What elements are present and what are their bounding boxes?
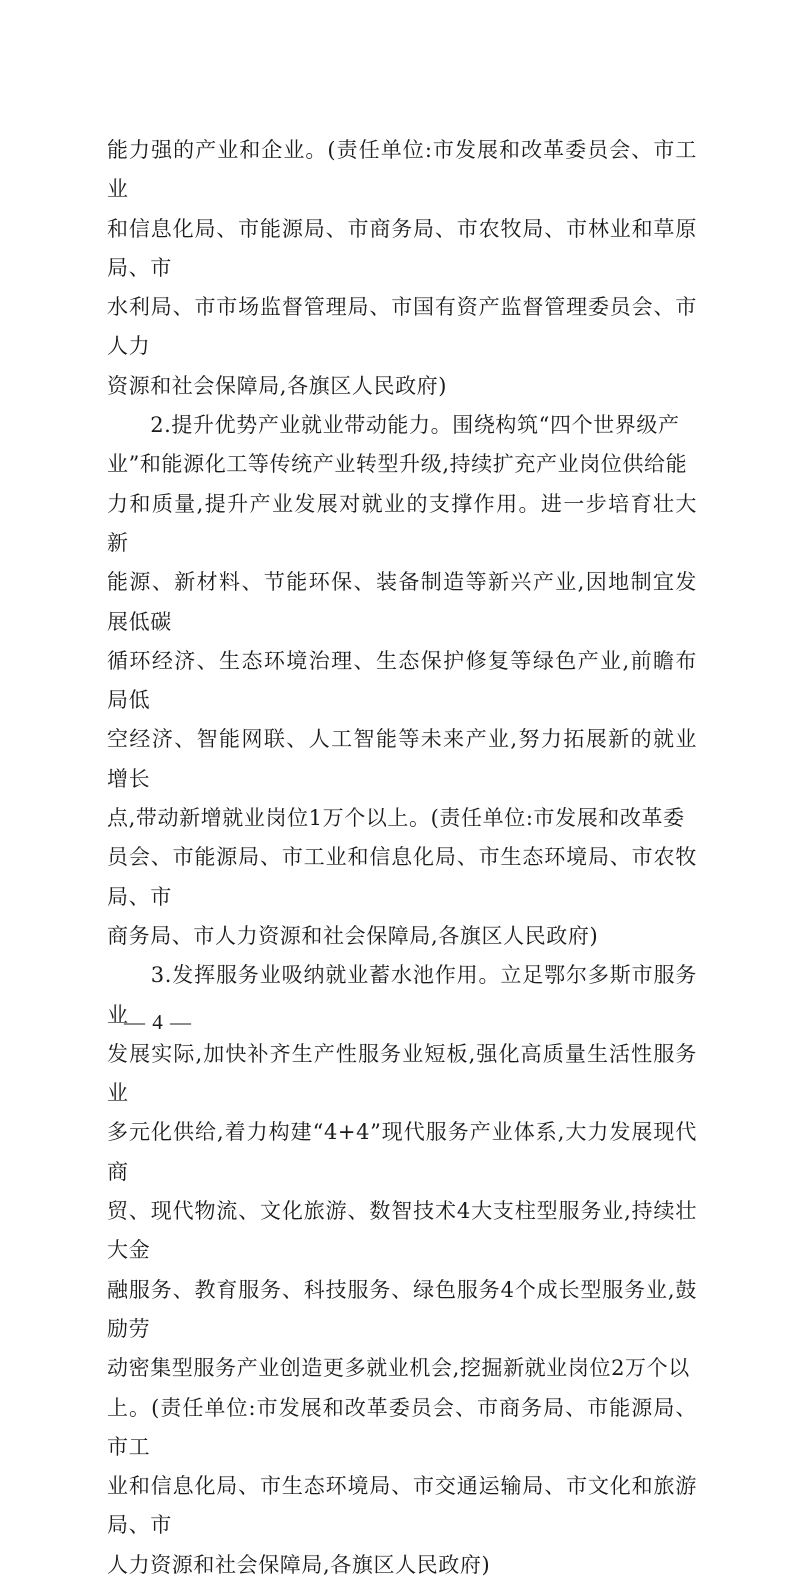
page-number: — 4 — [124, 1010, 192, 1034]
body-text [107, 131, 697, 1585]
paragraph-item-3: 3.发挥服务业吸纳就业蓄水池作用。立足鄂尔多斯市服务业 发展实际,加快补齐生产性服务业短板,强化高质量生活性服务业 多元化供给,着力构建“4+4”现代服务产业体系,大力发展现代商 贸、现代物流、文化旅游、数智技术4大支柱型服务业,持续壮大金 融服务、教育服务、科技服务、绿色服务4个成长型服务业,鼓励劳 动密集型服务产业创造更多就业机会,挖掘新就业岗位2万个以 上。(责任单位:市发展和改革委员会、市商务局、市能源局、市工 业和信息化局、市生态环境局、市交通运输局、市文化和旅游局、市 人力资源和社会保障局,各旗区人民政府) [107, 963, 697, 1577]
paragraph-item-2: 2.提升优势产业就业带动能力。围绕构筑“四个世界级产 业”和能源化工等传统产业转型升级,持续扩充产业岗位供给能 力和质量,提升产业发展对就业的支撑作用。进一步培育壮大新 能源、新材料、节能环保、装备制造等新兴产业,因地制宜发展低碳 循环经济、生态环境治理、生态保护修复等绿色产业,前瞻布局低 空经济、智能网联、人工智能等未来产业,努力拓展新的就业增长 点,带动新增就业岗位1万个以上。(责任单位:市发展和改革委 员会、市能源局、市工业和信息化局、市生态环境局、市农牧局、市 商务局、市人力资源和社会保障局,各旗区人民政府) [107, 413, 697, 948]
paragraph-continuation: 能力强的产业和企业。(责任单位:市发展和改革委员会、市工业 和信息化局、市能源局、市商务局、市农牧局、市林业和草原局、市 水利局、市市场监督管理局、市国有资产监督管理委员会、市人力 资源和社会保障局,各旗区人民政府) [107, 138, 697, 398]
